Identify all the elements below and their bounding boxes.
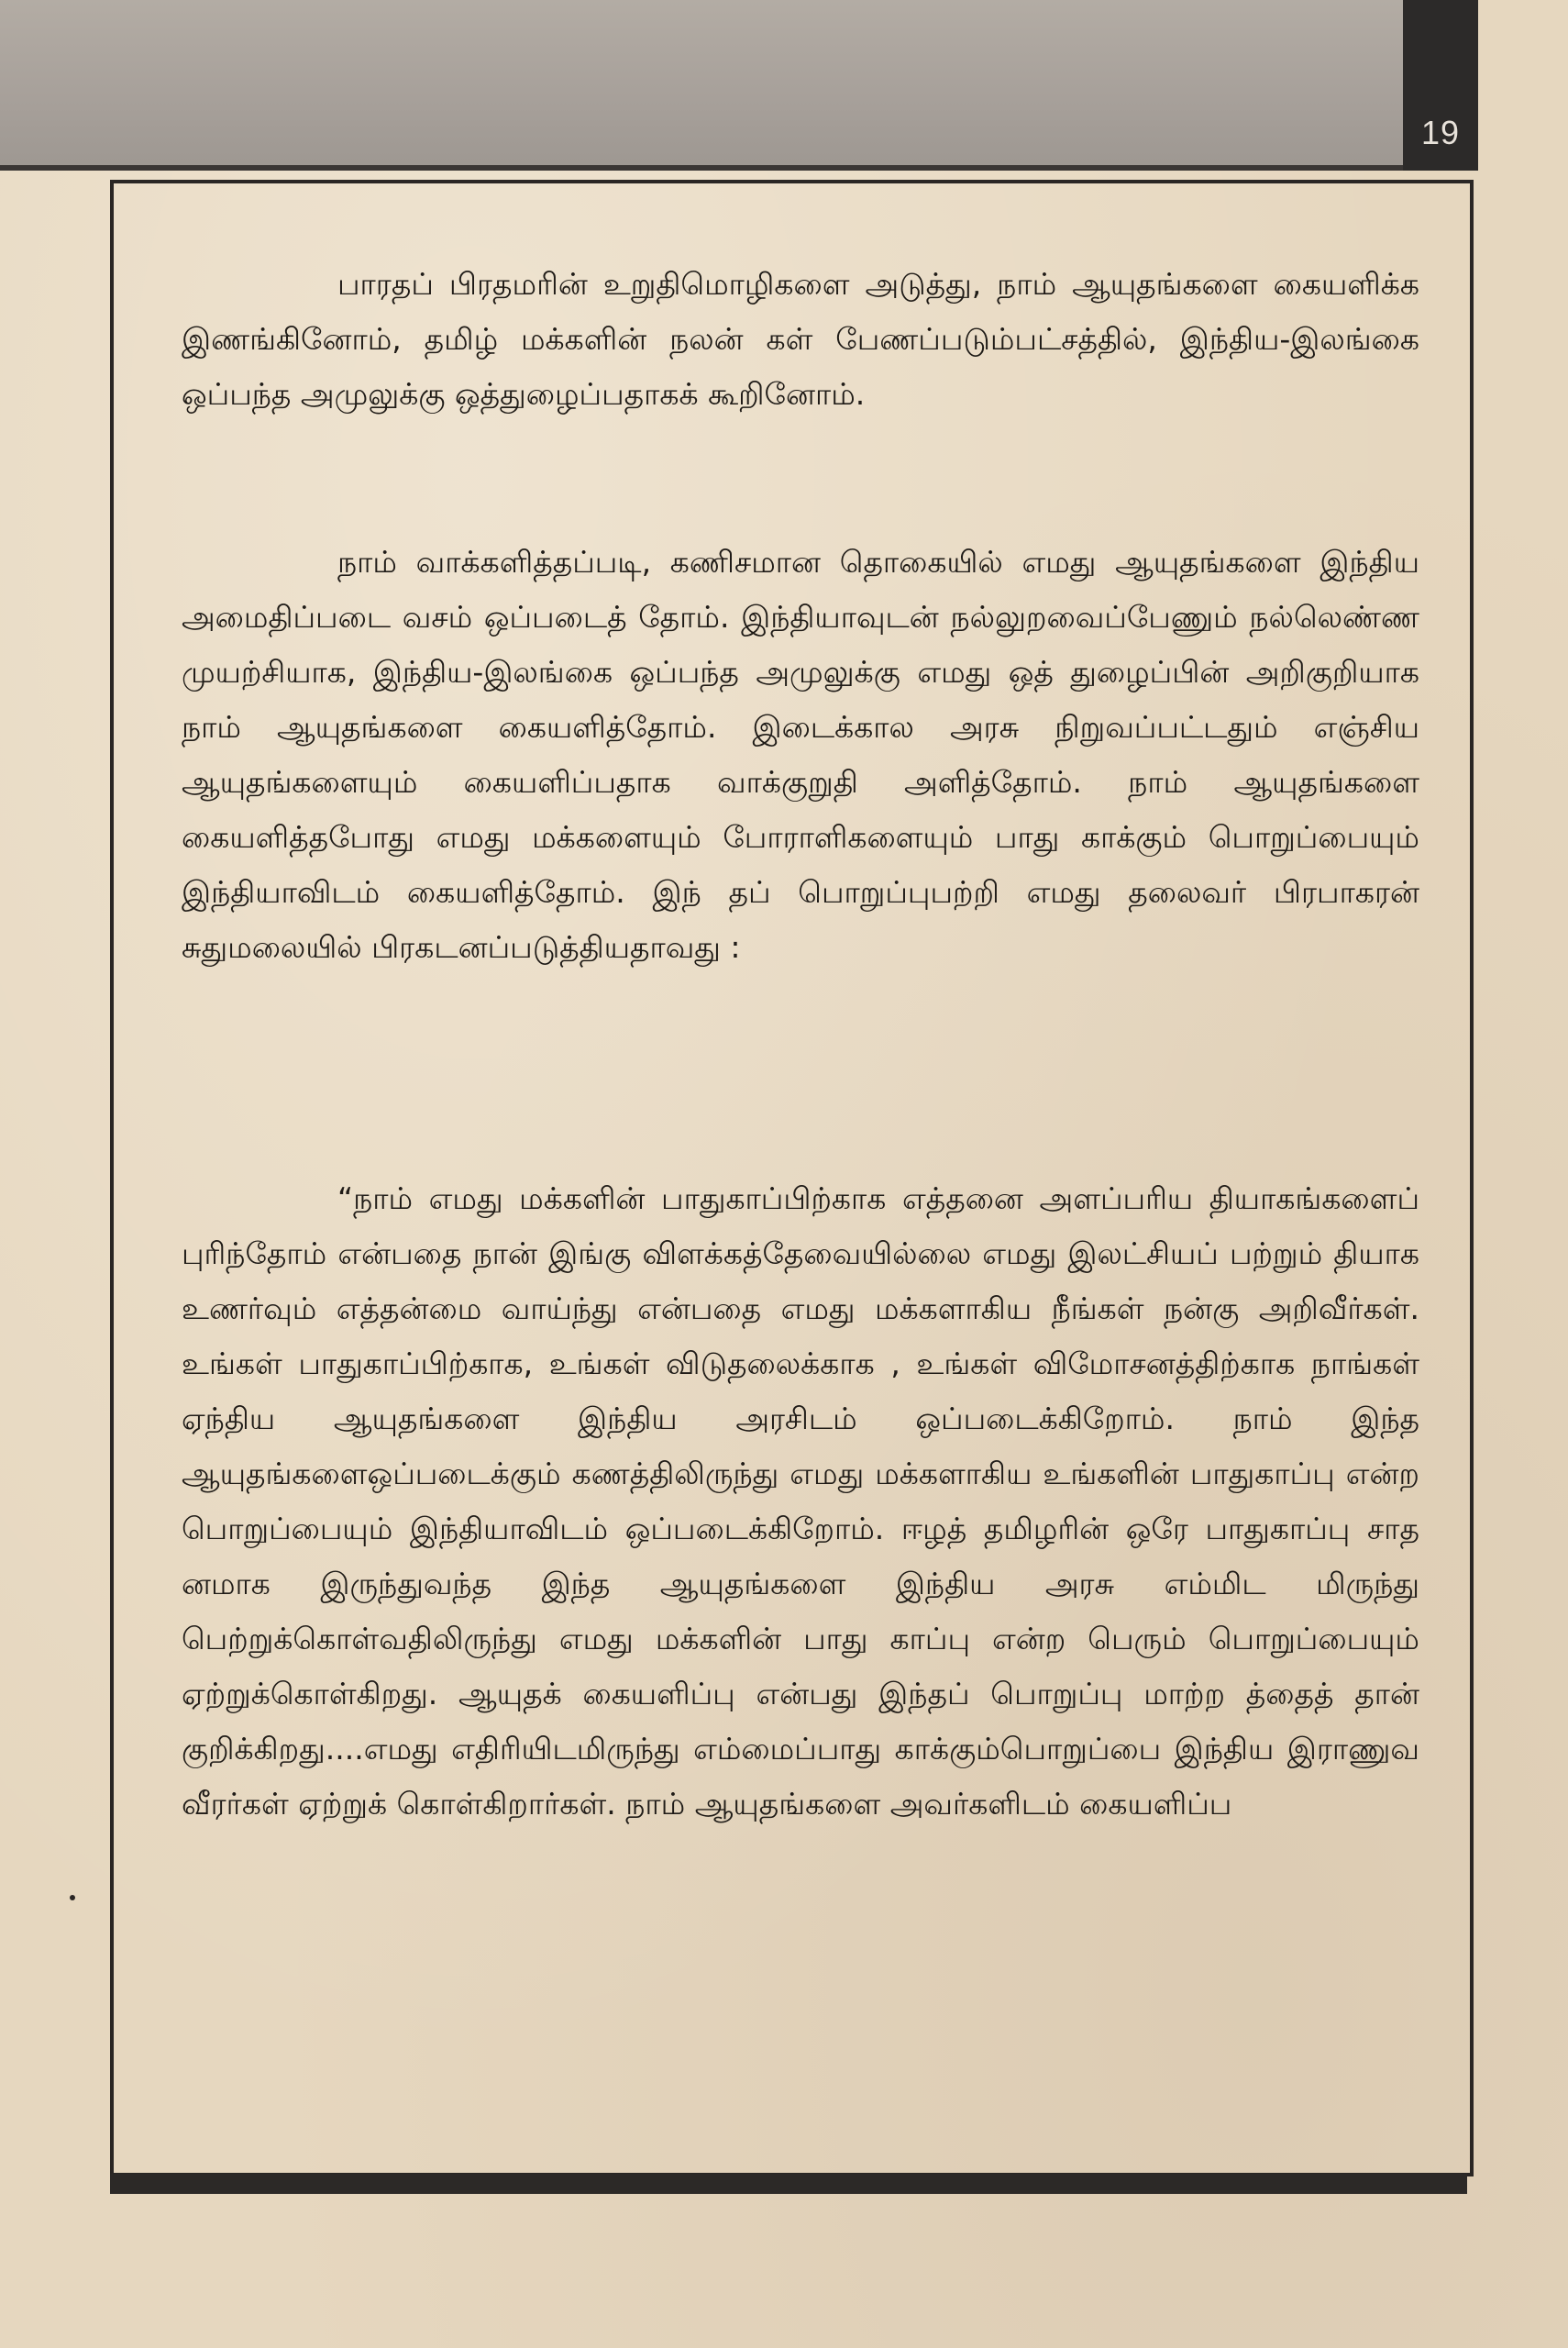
paragraph-1: பாரதப் பிரதமரின் உறுதிமொழிகளை அடுத்து, நாம் ஆயுதங்களை கையளிக்க இணங்கினோம், தமிழ் மக்களின் நலன் கள் பேணப்படும்பட்சத்தில், இந்திய-இலங்கை ஒப்பந்த அமுலுக்கு ஒத்துழைப்பதாகக் கூறினோம். [182, 266, 1419, 412]
bottom-rule [110, 2174, 1467, 2194]
header-band [0, 0, 1403, 171]
page-number-tab [1403, 0, 1478, 171]
paragraph-3-quote: “நாம் எமது மக்களின் பாதுகாப்பிற்காக எத்தனை அளப்பரிய தியாகங்களைப் புரிந்தோம் என்பதை நான் இங்கு விளக்கத்தேவையில்லை எமது இலட்சியப் பற்றும் தியாக உணர்வும் எத்தன்மை வாய்ந்து என்பதை எமது மக்களாகிய நீங்கள் நன்கு அறிவீர்கள். உங்கள் பாதுகாப்பிற்காக, உங்கள் விடுதலைக்காக , உங்கள் விமோசனத்திற்காக நாங்கள் ஏந்திய ஆயுதங்களை இந்திய அரசிடம் ஒப்படைக்கிறோம். நாம் இந்த ஆயுதங்களைஒப்படைக்கும் கணத்திலிருந்து எமது மக்களாகிய உங்களின் பாதுகாப்பு என்ற பொறுப்பையும் இந்தியாவிடம் ஒப்படைக்கிறோம். ஈழத் தமிழரின் ஒரே பாதுகாப்பு சாத னமாக இருந்துவந்த இந்த ஆயுதங்களை இந்திய அரசு எம்மிட மிருந்து பெற்றுக்கொள்வதிலிருந்து எமது மக்களின் பாது காப்பு என்ற பெரும் பொறுப்பையும் ஏற்றுக்கொள்கிறது. ஆயுதக் கையளிப்பு என்பது இந்தப் பொறுப்பு மாற்ற த்தைத் தான் குறிக்கிறது....எமது எதிரியிடமிருந்து எம்மைப்பாது காக்கும்பொறுப்பை இந்திய இராணுவ வீரர்கள் ஏற்றுக் கொள்கிறார்கள். நாம் ஆயுதங்களை அவர்களிடம் கையளிப்ப [182, 1180, 1419, 1822]
page-number: 19 [1420, 114, 1461, 151]
paragraph-2: நாம் வாக்களித்தப்படி, கணிசமான தொகையில் எமது ஆயுதங்களை இந்திய அமைதிப்படை வசம் ஒப்படைத் தோம். இந்தியாவுடன் நல்லுறவைப்பேணும் நல்லெண்ண முயற்சியாக, இந்திய-இலங்கை ஒப்பந்த அமுலுக்கு எமது ஒத் துழைப்பின் அறிகுறியாக நாம் ஆயுதங்களை கையளித்தோம். இடைக்கால அரசு நிறுவப்பட்டதும் எஞ்சிய ஆயுதங்களையும் கையளிப்பதாக வாக்குறுதி அளித்தோம். நாம் ஆயுதங்களை கையளித்தபோது எமது மக்களையும் போராளிகளையும் பாது காக்கும் பொறுப்பையும் இந்தியாவிடம் கையளித்தோம். இந் தப் பொறுப்புபற்றி எமது தலைவர் பிரபாகரன் சுதுமலையில் பிரகடனப்படுத்தியதாவது : [182, 544, 1419, 965]
ink-speck [70, 1895, 75, 1900]
